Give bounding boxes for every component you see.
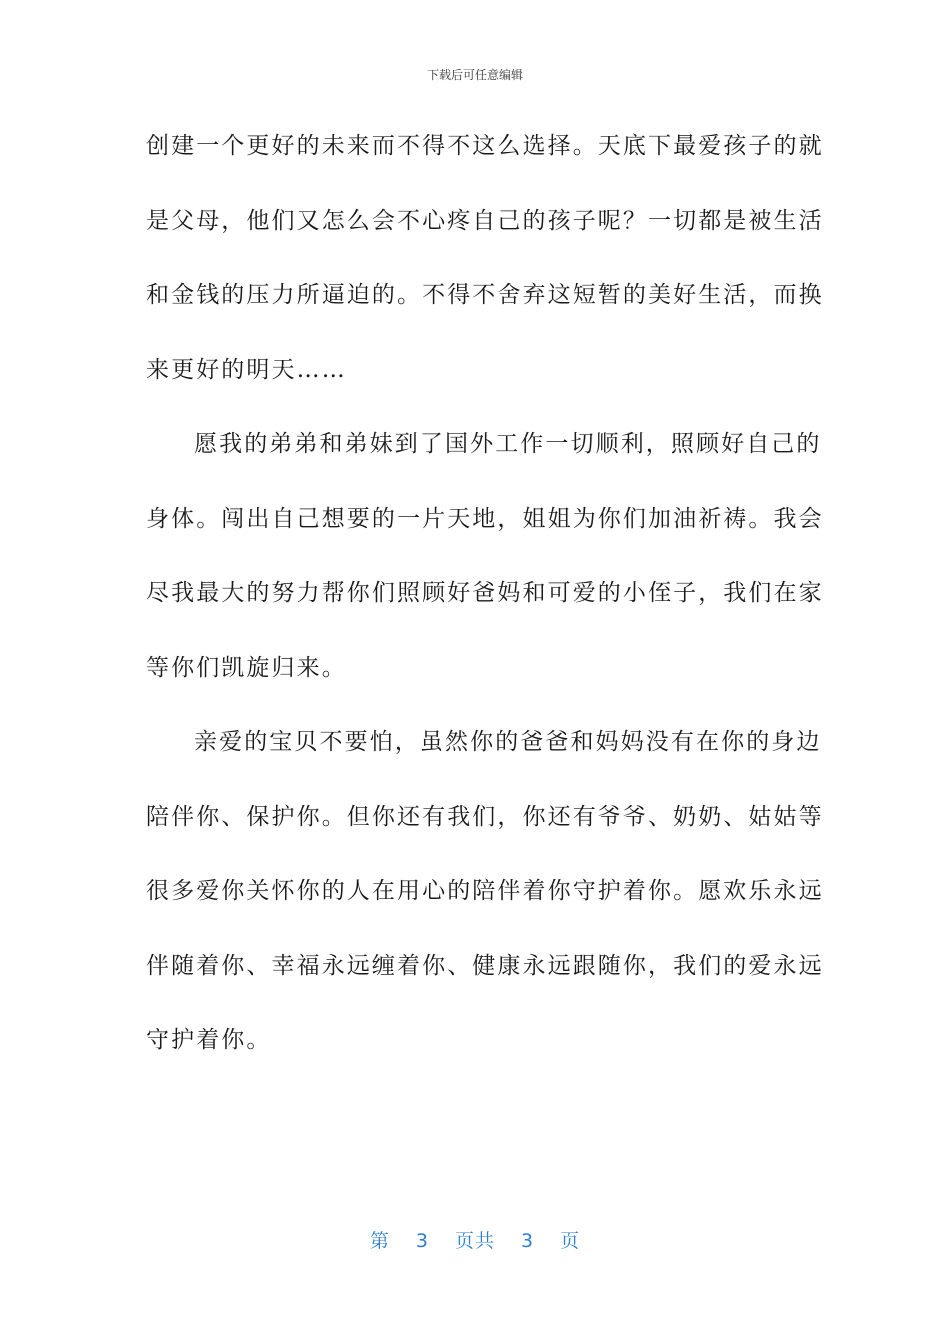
text-line: 是父母，他们又怎么会不心疼自己的孩子呢？一切都是被生活 (146, 207, 824, 234)
text-line: 等你们凯旋归来。 (146, 654, 347, 681)
text-line: 陪伴你、保护你。但你还有我们，你还有爷爷、奶奶、姑姑等 (146, 803, 824, 830)
text-line: 和金钱的压力所逼迫的。不得不舍弃这短暂的美好生活，而换 (146, 282, 824, 308)
document-body (146, 120, 824, 1089)
footer-middle: 页共 (454, 1230, 495, 1252)
text-line: 尽我最大的努力帮你们照顾好爸妈和可爱的小侄子，我们在家 (146, 580, 824, 606)
text-line: 伴随着你、幸福永远缠着你、健康永远跟随你，我们的爱永远 (146, 952, 824, 979)
text-line: 很多爱你关怀你的人在用心的陪伴着你守护着你。愿欢乐永远 (146, 878, 824, 904)
text-line: 守护着你。 (146, 1027, 272, 1053)
current-page-number: 3 (415, 1230, 429, 1252)
text-line: 愿我的弟弟和弟妹到了国外工作一切顺利，照顾好自己的 (194, 431, 822, 457)
footer-prefix: 第 (369, 1230, 390, 1252)
footer-suffix: 页 (560, 1230, 581, 1252)
total-pages-number: 3 (521, 1230, 535, 1252)
text-line: 来更好的明天…… (146, 356, 347, 383)
text-line: 身体。闯出自己想要的一片天地，姐姐为你们加油祈祷。我会 (146, 505, 824, 532)
page-header: 下载后可任意编辑 (426, 68, 523, 82)
text-line: 创建一个更好的未来而不得不这么选择。天底下最爱孩子的就 (146, 133, 824, 159)
text-line: 亲爱的宝贝不要怕，虽然你的爸爸和妈妈没有在你的身边 (194, 729, 822, 755)
page-footer (0, 1226, 950, 1253)
